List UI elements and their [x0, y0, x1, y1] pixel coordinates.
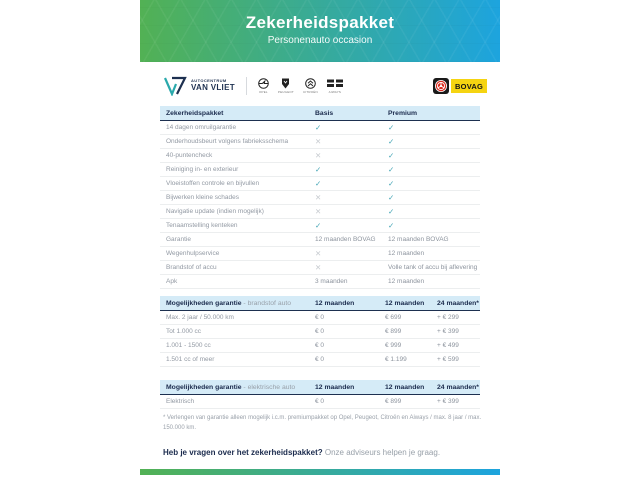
brand-peugeot: PEUGEOT	[278, 78, 294, 94]
cell-value: + € 299	[437, 314, 459, 321]
table-row	[160, 149, 480, 163]
row-label: Navigatie update (indien mogelijk)	[166, 208, 264, 215]
column-header-24m: 24 maanden*	[437, 299, 479, 307]
warranty-fuel-body	[160, 311, 480, 367]
warranty-fuel-header	[160, 296, 480, 311]
column-header-12m-premium: 12 maanden	[385, 299, 425, 307]
logo-row	[163, 70, 487, 102]
check-icon: ✓	[388, 179, 395, 188]
table-row	[160, 121, 480, 135]
package-comparison-table	[160, 106, 480, 289]
row-label: 14 dagen omruilgarantie	[166, 124, 237, 131]
row-label: Wegenhulpservice	[166, 250, 220, 257]
dealer-name-top: AUTOCENTRUM	[191, 78, 227, 84]
row-label: Tenaamstelling kenteken	[166, 222, 238, 229]
warranty-fuel-title: Mogelijkheden garantie	[166, 299, 242, 307]
table-row	[160, 311, 480, 325]
opel-icon	[258, 78, 269, 89]
brand-aiways: AIWAYS	[327, 78, 343, 94]
bovag-logo	[433, 78, 487, 94]
check-icon: ✓	[388, 137, 395, 146]
column-header-12m-premium: 12 maanden	[385, 383, 425, 391]
cell-value: € 0	[315, 328, 325, 335]
warranty-fuel-table	[160, 296, 480, 367]
column-header-package: Zekerheidspakket	[166, 109, 224, 117]
warranty-electric-title: Mogelijkheden garantie	[166, 383, 242, 391]
column-header-basis: Basis	[315, 109, 334, 117]
check-icon: ✓	[388, 193, 395, 202]
warranty-electric-subtitle: - elektrische auto	[241, 383, 296, 391]
cell-value: + € 499	[437, 342, 459, 349]
check-icon: ✓	[388, 151, 395, 160]
cell-value: € 0	[315, 342, 325, 349]
row-label: 1.501 cc of meer	[166, 356, 215, 363]
dealer-logo	[163, 76, 235, 96]
table-row	[160, 339, 480, 353]
cell-value: € 1.199	[385, 356, 407, 363]
check-icon: ✓	[388, 221, 395, 230]
cell-value: € 699	[385, 314, 402, 321]
row-label: Elektrisch	[166, 398, 195, 405]
brand-citroen: CITROËN	[303, 78, 318, 94]
table-row	[160, 177, 480, 191]
table-row	[160, 353, 480, 367]
cross-icon: ✕	[315, 193, 322, 202]
table-row	[160, 233, 480, 247]
table-row	[160, 205, 480, 219]
aiways-icon	[327, 78, 343, 89]
row-label: 1.001 - 1500 cc	[166, 342, 211, 349]
brand-opel: OPEL	[258, 78, 269, 94]
table-row	[160, 163, 480, 177]
cell-value: € 999	[385, 342, 402, 349]
cta-text	[163, 448, 440, 457]
cell-value: € 0	[315, 398, 325, 405]
cross-icon: ✕	[315, 151, 322, 160]
cell-value: 3 maanden	[315, 278, 348, 285]
footer-gradient-bar	[140, 469, 500, 475]
cell-value: € 0	[315, 356, 325, 363]
cell-value: 12 maanden	[388, 278, 425, 285]
cell-value: 12 maanden	[388, 250, 425, 257]
page-title: Zekerheidspakket	[245, 13, 395, 32]
cross-icon: ✕	[315, 207, 322, 216]
table-row	[160, 191, 480, 205]
check-icon: ✓	[388, 123, 395, 132]
table-row	[160, 219, 480, 233]
row-label: Reiniging in- en exterieur	[166, 166, 239, 173]
dealer-logo-icon	[163, 76, 187, 96]
cell-value: € 0	[315, 314, 325, 321]
check-icon: ✓	[315, 123, 322, 132]
comparison-table-body	[160, 121, 480, 289]
row-label: Brandstof of accu	[166, 264, 217, 271]
footnote: * Verlengen van garantie alleen mogelijk i.c.m. premiumpakket op Opel, Peugeot, Citroën en Aiways / max. 8 jaar / max. 150.000 km.	[163, 415, 482, 432]
cta-question: Heb je vragen over het zekerheidspakket?	[163, 448, 323, 457]
check-icon: ✓	[388, 165, 395, 174]
check-icon: ✓	[315, 165, 322, 174]
cross-icon: ✕	[315, 249, 322, 258]
warranty-fuel-subtitle: - brandstof auto	[241, 299, 292, 307]
cta-answer: Onze adviseurs helpen je graag.	[324, 448, 441, 457]
table-row	[160, 395, 480, 409]
cell-value: € 899	[385, 328, 402, 335]
row-label: Tot 1.000 cc	[166, 328, 202, 335]
logo-divider	[246, 77, 247, 95]
peugeot-icon	[280, 78, 291, 89]
comparison-table-header	[160, 106, 480, 121]
cell-value: + € 399	[437, 328, 459, 335]
cell-value: 12 maanden BOVAG	[315, 236, 376, 243]
cell-value: Volle tank of accu bij aflevering	[388, 264, 478, 271]
brand-logos	[258, 78, 343, 94]
bovag-wordmark: BOVAG	[451, 79, 487, 93]
table-row	[160, 325, 480, 339]
warranty-electric-body	[160, 395, 480, 409]
cell-value: € 899	[385, 398, 402, 405]
table-row	[160, 135, 480, 149]
bovag-icon	[433, 78, 449, 94]
page-subtitle: Personenauto occasion	[267, 35, 373, 46]
row-label: Onderhoudsbeurt volgens fabrieksschema	[166, 138, 289, 145]
table-row	[160, 247, 480, 261]
check-icon: ✓	[315, 221, 322, 230]
column-header-12m-basis: 12 maanden	[315, 299, 355, 307]
cell-value: + € 399	[437, 398, 459, 405]
column-header-premium: Premium	[388, 109, 418, 117]
citroen-icon	[305, 78, 316, 89]
row-label: Bijwerken kleine schades	[166, 194, 239, 201]
hero-banner	[140, 0, 500, 62]
table-row	[160, 261, 480, 275]
column-header-12m-basis: 12 maanden	[315, 383, 355, 391]
row-label: 40-puntencheck	[166, 152, 213, 159]
dealer-name-bottom: VAN VLIET	[191, 82, 235, 92]
warranty-electric-header	[160, 380, 480, 395]
table-row	[160, 275, 480, 289]
row-label: Vloeistoffen controle en bijvullen	[166, 180, 260, 187]
cross-icon: ✕	[315, 137, 322, 146]
cross-icon: ✕	[315, 263, 322, 272]
row-label: Garantie	[166, 236, 191, 243]
warranty-electric-table	[160, 380, 480, 409]
column-header-24m: 24 maanden*	[437, 383, 479, 391]
row-label: Max. 2 jaar / 50.000 km	[166, 314, 234, 321]
check-icon: ✓	[315, 179, 322, 188]
cell-value: 12 maanden BOVAG	[388, 236, 449, 243]
cell-value: + € 599	[437, 356, 459, 363]
check-icon: ✓	[388, 207, 395, 216]
row-label: Apk	[166, 278, 178, 285]
